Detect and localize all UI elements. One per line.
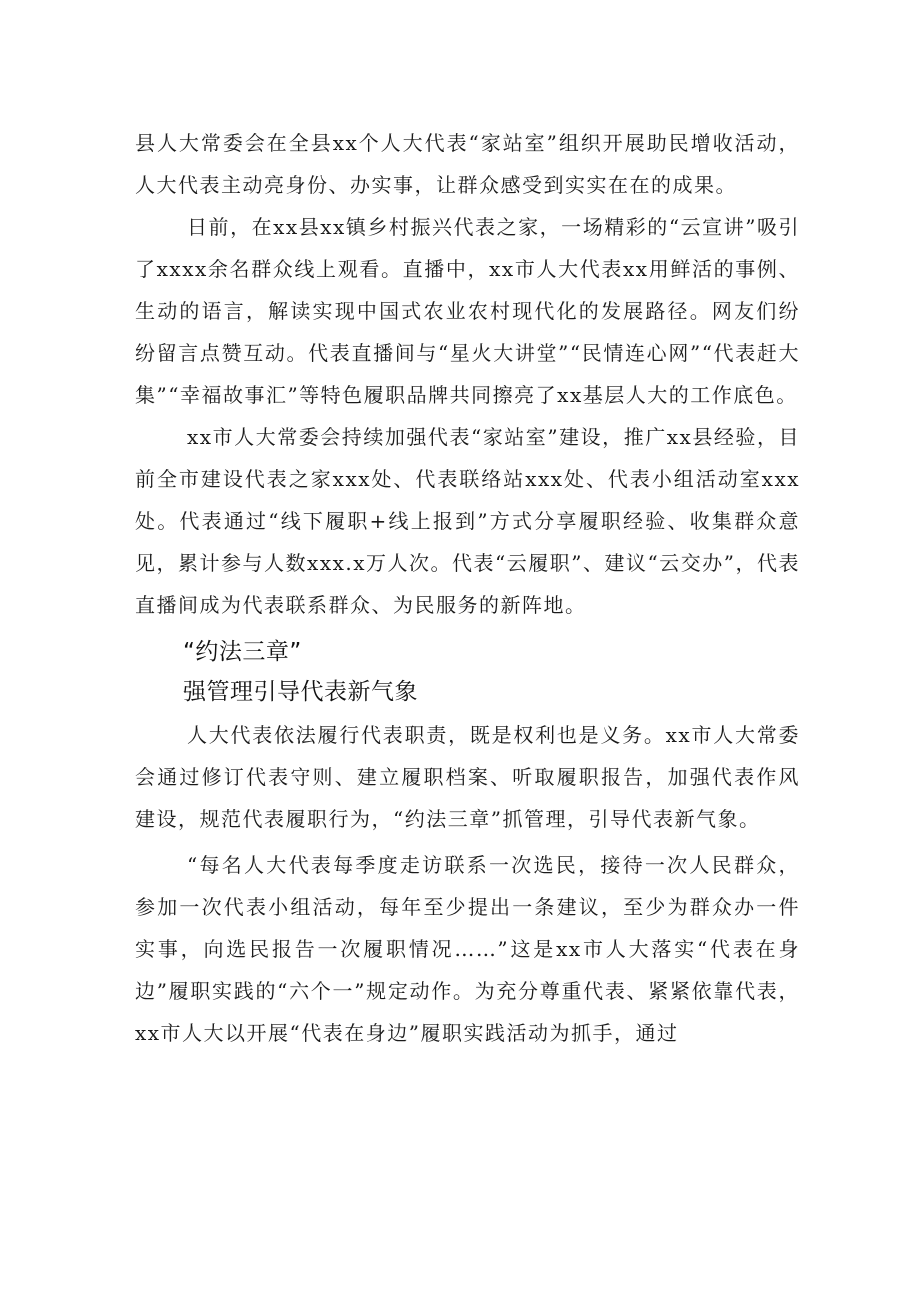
section-heading-line-2: 强管理引导代表新气象	[183, 679, 418, 705]
paragraph-4: 人大代表依法履行代表职责，既是权利也是义务。xx市人大常委会通过修订代表守则、建立履职档案、听取履职报告，加强代表作风建设，规范代表履职行为，“约法三章”抓管理，引导代表新气象。	[135, 723, 800, 831]
section-heading-line-1: “约法三章”	[183, 639, 302, 665]
paragraph-3: xx市人大常委会持续加强代表“家站室”建设，推广xx县经验，目前全市建设代表之家xxx处、代表联络站xxx处、代表小组活动室xxx处。代表通过“线下履职+线上报到”方式分享履职经验、收集群众意见，累计参与人数xxx.x万人次。代表“云履职”、建议“云交办”，代表直播间成为代表联系群众、为民服务的新阵地。	[135, 425, 800, 617]
document-page	[135, 122, 800, 1054]
paragraph-1: 县人大常委会在全县xx个人大代表“家站室”组织开展助民增收活动，人大代表主动亮身份、办实事，让群众感受到实实在在的成果。	[135, 131, 800, 197]
paragraph-5: “每名人大代表每季度走访联系一次选民，接待一次人民群众，参加一次代表小组活动，每年至少提出一条建议，至少为群众办一件实事，向选民报告一次履职情况……”这是xx市人大落实“代表在身边”履职实践的“六个一”规定动作。为充分尊重代表、紧紧依靠代表，xx市人大以开展“代表在身边”履职实践活动为抓手，通过	[135, 853, 800, 1045]
paragraph-2: 日前，在xx县xx镇乡村振兴代表之家，一场精彩的“云宣讲”吸引了xxxx余名群众线上观看。直播中，xx市人大代表xx用鲜活的事例、生动的语言，解读实现中国式农业农村现代化的发展路径。网友们纷纷留言点赞互动。代表直播间与“星火大讲堂”“民情连心网”“代表赶大集”“幸福故事汇”等特色履职品牌共同擦亮了xx基层人大的工作底色。	[135, 215, 800, 407]
